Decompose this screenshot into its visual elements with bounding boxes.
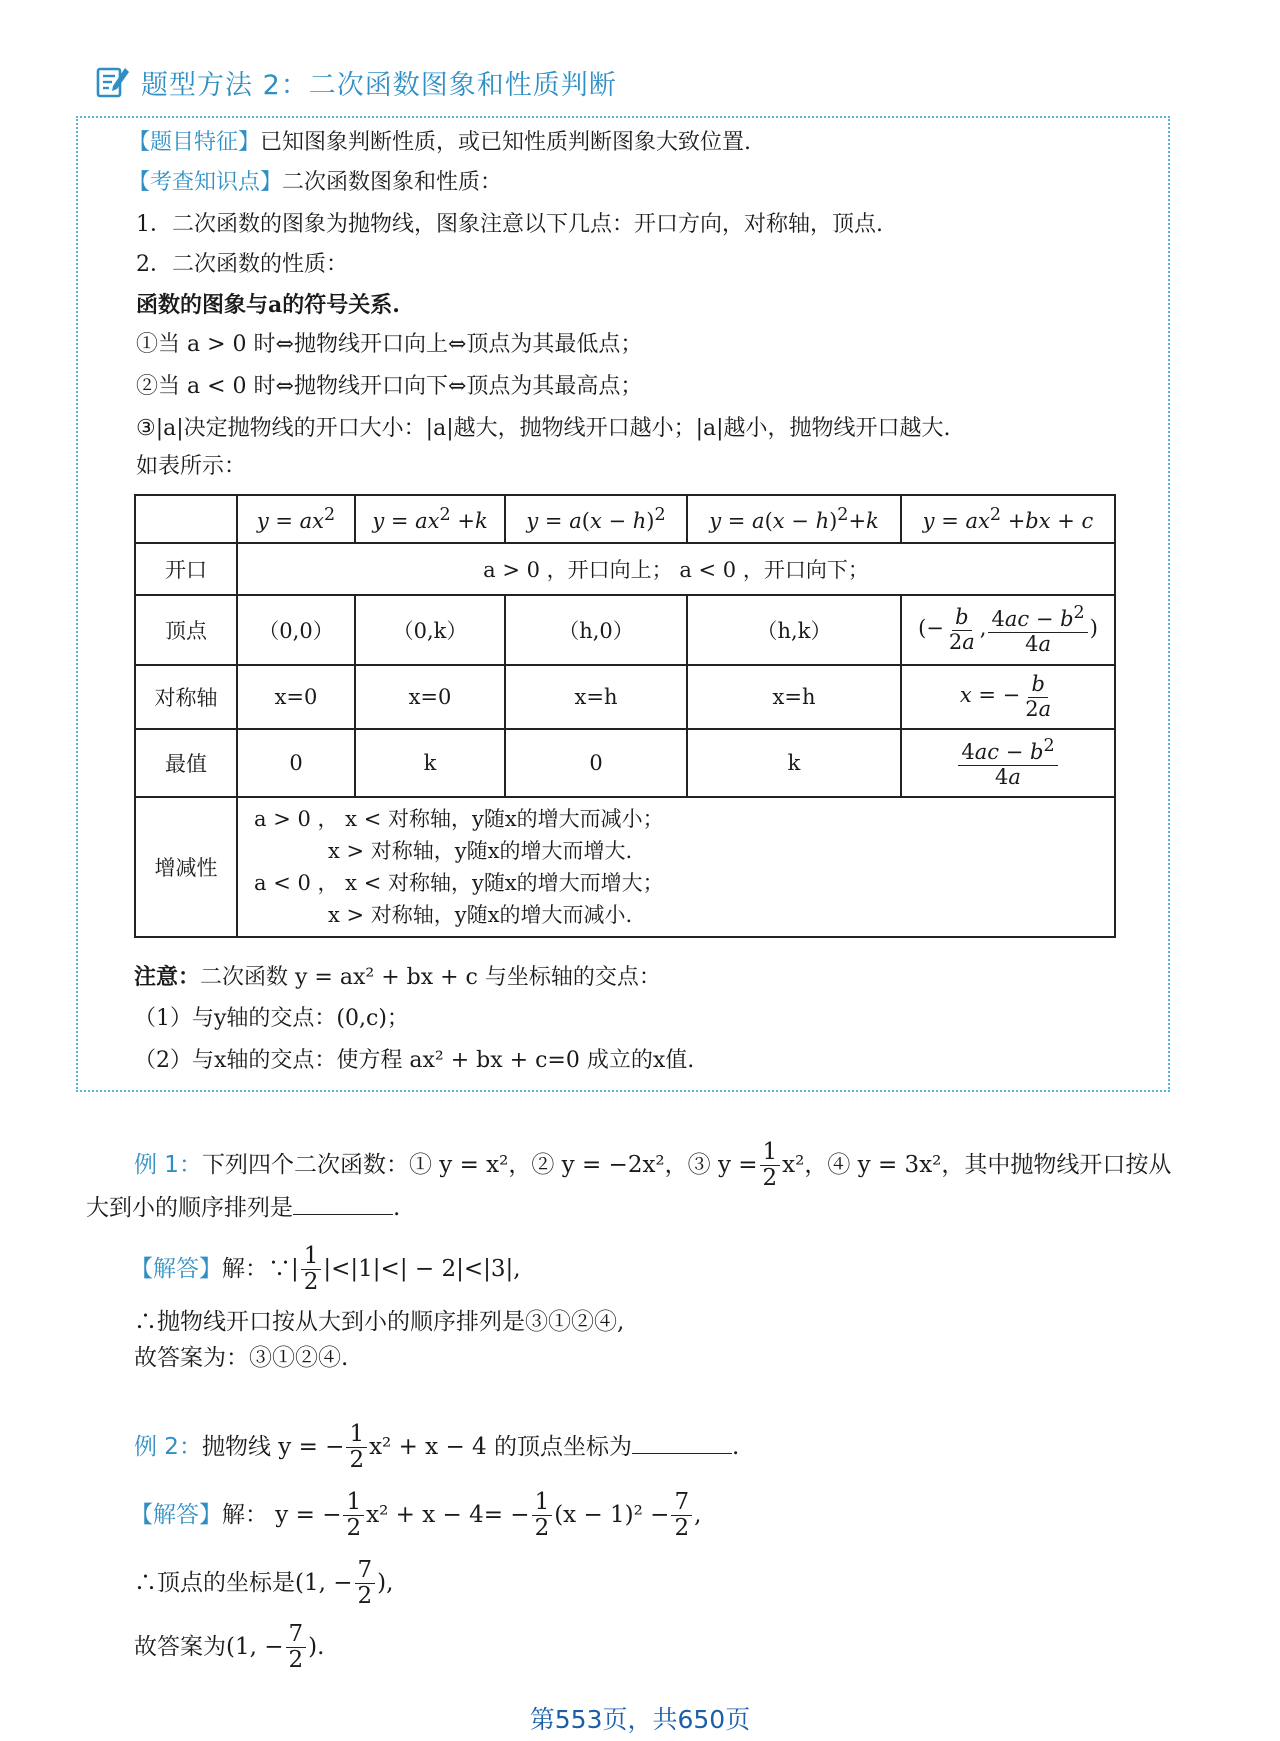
answer-blank-2 (632, 1431, 732, 1454)
point-1: 1．二次函数的图象为抛物线，图象注意以下几点：开口方向，对称轴，顶点. (136, 212, 883, 237)
extreme-cell-1: 0 (237, 729, 355, 797)
row-label-monotonic: 增减性 (135, 797, 237, 937)
header-form-3: $y = a(x - h)^2$ (505, 495, 687, 543)
extreme-cell-2: k (355, 729, 505, 797)
rule-3: ③|a|决定抛物线的开口大小：|a|越大，抛物线开口越小；|a|越小，抛物线开口越大. (136, 416, 951, 441)
vertex-cell-5: (− $\frac{b}{2a}$ , $\frac{4ac - b^2}{4a}$ ) (901, 595, 1115, 665)
axis-cell-5: x = − $\frac{b}{2a}$ (901, 665, 1115, 729)
feature-line: 【题目特征】已知图象判断性质，或已知性质判断图象大致位置. (128, 130, 752, 155)
table-intro: 如表所示： (136, 454, 247, 479)
notebook-pen-icon (95, 64, 131, 100)
example-1-question-cont: 大到小的顺序排列是 . (86, 1192, 400, 1224)
example-1-line-2: ∴抛物线开口按从大到小的顺序排列是③①②④, (134, 1309, 625, 1335)
rule-2: ②当 a < 0 时⇔抛物线开口向下⇔顶点为其最高点； (136, 374, 643, 399)
properties-table (134, 494, 1116, 938)
header-form-5: $y = ax^2 +bx + c$ (901, 495, 1115, 543)
example-1-line-3: 故答案为：③①②④. (134, 1345, 349, 1371)
extreme-cell-4: k (687, 729, 901, 797)
page-number: 第553页，共650页 (529, 1705, 751, 1734)
relation-heading: 函数的图象与a的符号关系. (136, 292, 400, 318)
header-form-4: $y = a(x - h)^2+k$ (687, 495, 901, 543)
point-2: 2．二次函数的性质： (136, 252, 348, 277)
rule-1: ①当 a > 0 时⇔抛物线开口向上⇔顶点为其最低点； (136, 332, 643, 357)
example-2-answer: 【解答】解： y = − $\frac{1}{2}$ x² + x − 4= − $\frac{1}{2}$ (x − 1)² − $\frac{7}{2}$ , (130, 1489, 702, 1542)
header-form-1: $y = ax^2$ (237, 495, 355, 543)
example-1-question: 例 1：下列四个二次函数：① y = x²，② y = −2x²，③ y = $\frac{1}{2}$ x²，④ y = 3x²，其中抛物线开口按从 (134, 1139, 1172, 1192)
header-empty (135, 495, 237, 543)
answer-blank (293, 1192, 393, 1215)
vertex-cell-3: （h,0） (505, 595, 687, 665)
note-2: （2）与x轴的交点：使方程 ax² + bx + c=0 成立的x值. (134, 1048, 695, 1073)
extreme-cell-5: $\frac{4ac - b^2}{4a}$ (901, 729, 1115, 797)
row-label-vertex: 顶点 (135, 595, 237, 665)
axis-cell-1: x=0 (237, 665, 355, 729)
section-header (95, 60, 617, 104)
table-row-monotonic (135, 797, 1115, 937)
table-row-opening (135, 543, 1115, 595)
knowledge-line: 【考查知识点】二次函数图象和性质： (128, 170, 503, 195)
table-header-row (135, 495, 1115, 543)
example-1-answer: 【解答】解：∵| $\frac{1}{2}$ |<|1|<| − 2|<|3|, (130, 1243, 521, 1296)
note-line: 注意：二次函数 y = ax² + bx + c 与坐标轴的交点： (134, 964, 661, 990)
header-form-2: $y = ax^2 +k$ (355, 495, 505, 543)
axis-cell-4: x=h (687, 665, 901, 729)
monotonic-line-4: x > 对称轴，y随x的增大而减小. (328, 903, 633, 927)
row-label-extreme: 最值 (135, 729, 237, 797)
monotonic-line-2: x > 对称轴，y随x的增大而增大. (328, 839, 633, 863)
example-2-line-2: ∴顶点的坐标是(1, − $\frac{7}{2}$ ), (134, 1557, 394, 1610)
row-label-axis: 对称轴 (135, 665, 237, 729)
axis-cell-2: x=0 (355, 665, 505, 729)
vertex-cell-1: （0,0） (237, 595, 355, 665)
monotonic-line-1: a > 0 ， x < 对称轴，y随x的增大而减小； (254, 807, 664, 831)
example-2-question: 例 2：抛物线 y = − $\frac{1}{2}$ x² + x − 4 的顶点坐标为 . (134, 1421, 740, 1474)
row-label-opening: 开口 (135, 543, 237, 595)
note-1: （1）与y轴的交点：(0,c)； (134, 1006, 409, 1031)
vertex-cell-2: （0,k） (355, 595, 505, 665)
table-row-extreme (135, 729, 1115, 797)
monotonic-line-3: a < 0 ， x < 对称轴，y随x的增大而增大； (254, 871, 664, 895)
table-row-axis (135, 665, 1115, 729)
opening-cell: a > 0 ，开口向上； a < 0 ，开口向下； (237, 543, 1115, 595)
vertex-cell-4: （h,k） (687, 595, 901, 665)
axis-cell-3: x=h (505, 665, 687, 729)
monotonic-cell (237, 797, 1115, 937)
section-title: 题型方法 2：二次函数图象和性质判断 (141, 69, 617, 101)
extreme-cell-3: 0 (505, 729, 687, 797)
example-2-line-3: 故答案为(1, − $\frac{7}{2}$ ). (134, 1621, 325, 1674)
table-row-vertex (135, 595, 1115, 665)
